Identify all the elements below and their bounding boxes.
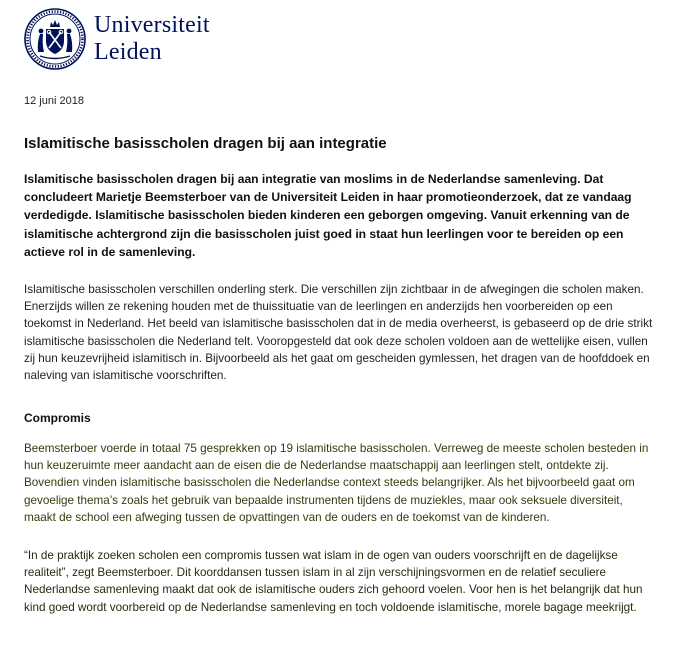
article-paragraph-1: Islamitische basisscholen verschillen onderling sterk. Die verschillen zijn zichtbaar in de afwegingen die scholen maken. Enerzijds willen ze rekening houden met de thuissituatie van de leerlingen en anderzijds hen voorbereiden op een toekomst in Nederland. Het beeld van islamitische basisscholen dat in de media overheerst, is gebaseerd op de drie strikt islamitische basisscholen die Nederland telt. Vooropgesteld dat ook deze scholen voldoen aan de wettelijke eisen, vullen zij hun keuzevrijheid islamitisch in. Bijvoorbeeld als het gaat om gescheiden gymlessen, het dragen van de hoofddoek en naleving van islamitische voorschriften. [24, 283, 653, 383]
wordmark-line-2: Leiden [94, 39, 162, 65]
article-lead: Islamitische basisscholen dragen bij aan integratie van moslims in de Nederlandse samenleving. Dat concludeert Marietje Beemsterboer van de Universiteit Leiden in haar promotieonderzoek, dat ze vandaag verdedigde. Islamitische basisscholen bieden kinderen een geborgen omgeving. Vanuit erkenning van de islamitische achtergrond zijn die basisscholen juist goed in staat hun leerlingen voor te bereiden op een actieve rol in de samenleving. [24, 172, 632, 259]
university-logo[interactable] [24, 8, 210, 70]
section-heading-compromis: Compromis [24, 411, 91, 425]
university-wordmark [94, 12, 210, 66]
university-seal-icon [24, 8, 86, 70]
publication-date: 12 juni 2018 [24, 95, 84, 107]
article-paragraph-3: “In de praktijk zoeken scholen een compromis tussen wat islam in de ogen van ouders voorschrijft en de dagelijkse realiteit”, zegt Beemsterboer. Dit koorddansen tussen islam in al zijn verschijningsvormen en de relatief seculiere Nederlandse samenleving maakt dat ook de islamitische ouders zich gehoord voelen. Voor hen is het belangrijk dat hun kind goed wordt voorbereid op de Nederlandse samenleving en toch voldoende islamitische, morele bagage meekrijgt. [24, 549, 643, 614]
wordmark-line-1: Universiteit [94, 12, 210, 38]
article-paragraph-2: Beemsterboer voerde in totaal 75 gesprekken op 19 islamitische basisscholen. Verreweg de meeste scholen besteden in hun keuzeruimte meer aandacht aan de eisen die de Nederlandse maatschappij aan leerlingen stelt, ontdekte zij. Bovendien vinden islamitische basisscholen die Nederlandse context steeds belangrijker. Als het bijvoorbeeld gaat om gevoelige thema’s zoals het gebruik van bepaalde instrumenten tijdens de muziekles, maar ook seksuele diversiteit, maakt de school een afweging tussen de opvattingen van de ouders en de toekomst van de kinderen. [24, 442, 649, 524]
article-title: Islamitische basisscholen dragen bij aan integratie [24, 135, 387, 152]
